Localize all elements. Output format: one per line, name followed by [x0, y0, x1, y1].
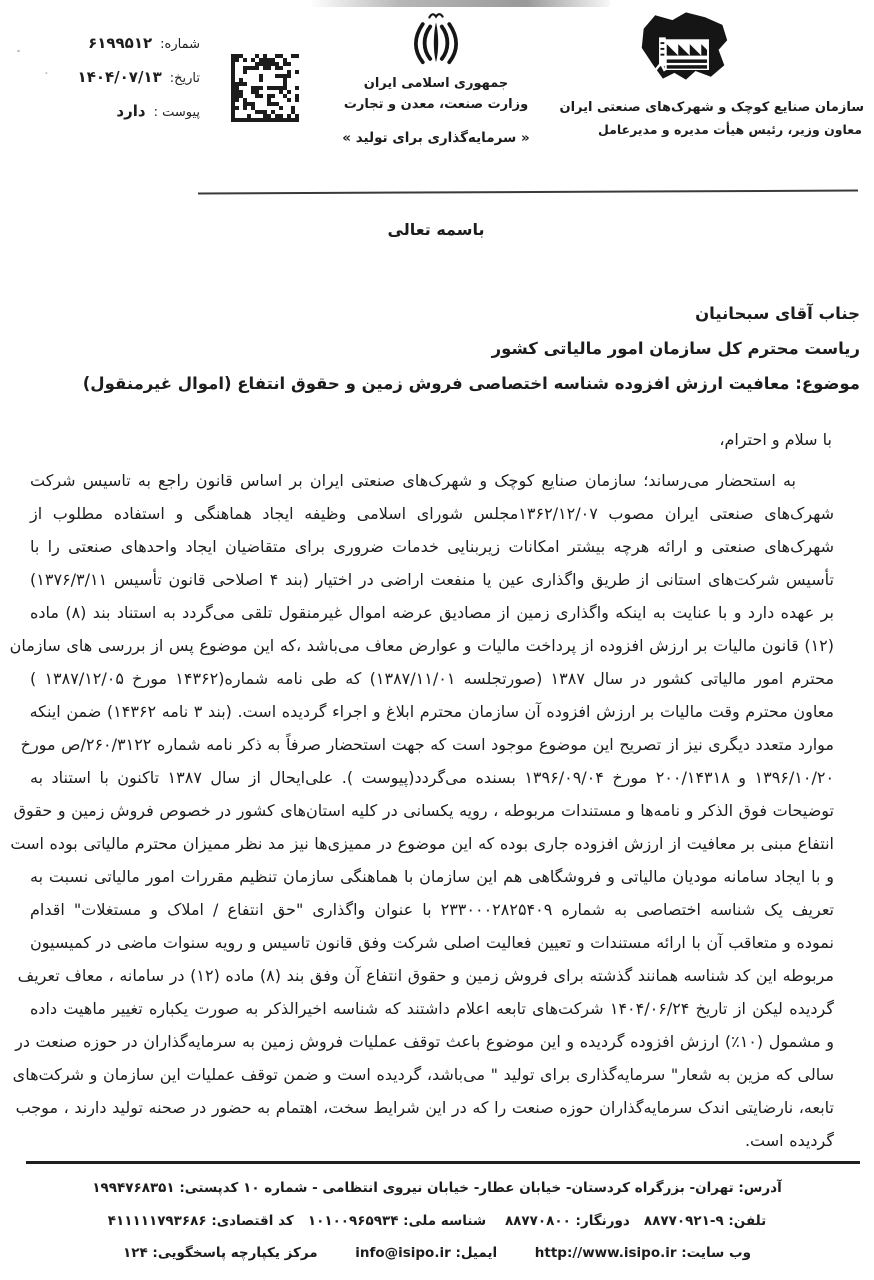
organization-header [559, 6, 864, 137]
body-line: تابعه، نارضایتی اندک سرمایه‌گذاران حوزه صنعت را که در این شرایط سخت، اهتمام به حضور در صحنه تولید دارند ، موجب [15, 1098, 834, 1117]
footer-address: آدرس: تهران- بزرگراه کردستان- خیابان عطار- خیابان نیروی انتظامی - شماره ۱۰ کدپستی: ۱۹۹۴۷۶۸۳۵۱ [92, 1180, 782, 1196]
letter-date-label: تاریخ: [169, 71, 200, 86]
isipo-logo-icon [636, 6, 732, 86]
letter-number-label: شماره: [160, 37, 200, 52]
body-line: گردیده است. [744, 1131, 834, 1150]
besmellah-heading: باسمه تعالی [387, 220, 485, 239]
body-line: نموده و متعاقب آن با ارائه مستندات و تعیین فعالیت اصلی شرکت وفق قانون تاسیس و رویه سنوات ماضی در کمیسیون [30, 933, 834, 952]
production-slogan: « سرمایه‌گذاری برای تولید » [342, 130, 530, 146]
body-line: (۱۲) قانون مالیات بر ارزش افزوده از پرداخت مالیات و عوارض معاف می‌باشد ،که این موضوع پس از بررسی های سازمان [9, 636, 834, 655]
iran-emblem-icon [411, 10, 461, 68]
letter-number-row [30, 34, 200, 52]
letterhead-footer [20, 1172, 854, 1270]
footer-divider [26, 1161, 860, 1164]
body-line: توضیحات فوق الذکر و نامه‌ها و مستندات مربوطه ، رویه یکسانی در کلیه استان‌های کشور در خصوص فروش زمین و حقوق [13, 801, 834, 820]
organization-role: معاون وزیر، رئیس هیأت مدیره و مدیرعامل [597, 122, 863, 137]
body-line: سالی که مزین به شعار" سرمایه‌گذاری برای تولید " می‌باشد، گردیده است و ضمن توقف عملیات این سازمان و شرکت‌های [12, 1065, 834, 1084]
letter-attachment-label: پیوست : [153, 105, 200, 120]
body-line: بر عهده دارد و با عنایت به اینکه واگذاری زمین از مصادیق عرضه اموال غیرمنقول تلقی می‌گردد به استناد بند (۸) ماده [30, 603, 835, 622]
body-line: شهرک‌های صنعتی ایران مصوب ۱۳۶۲/۱۲/۰۷مجلس شورای اسلامی وظیفه ایجاد هماهنگی و استفاده مطلوب از [30, 504, 834, 523]
letter-date-row [30, 68, 200, 86]
ministry-calligraphy: وزارت صنعت، معدن و تجارت [343, 97, 529, 112]
body-line: و با ایجاد سامانه مودیان مالیاتی و فروشگاهی هم این سازمان با هماهنگی سازمان تنظیم مقررات امور مالیاتی نسبت به [30, 867, 834, 886]
body-line: تأسیس شرکت‌های استانی از طریق واگذاری عین یا منفعت اراضی در اختیار (بند ۴ اصلاحی قانون تأسیس ۱۳۷۶/۳/۱۱) [30, 570, 834, 589]
salutation: با سلام و احترام، [719, 430, 832, 449]
body-line: گردیده لیکن از تاریخ ۱۴۰۴/۰۶/۲۴ شرکت‌های تابعه اعلام داشتند که شناسه اخیرالذکر به صورت یکباره تغییر ماهیت داده [30, 999, 835, 1018]
footer-phone: تلفن: ۹-۸۸۷۷۰۹۲۱ دورنگار: ۸۸۷۷۰۸۰۰ شناسه ملی: ۱۰۱۰۰۹۶۵۹۳۴ کد اقتصادی: ۴۱۱۱۱۱۷۹۳۶۸۶ [107, 1212, 767, 1229]
body-line: انتفاع مبنی بر معافیت از ارزش افزوده جاری بوده که این موضوع در ممیزی‌ها نیز مد نظر ممیزان محترم مالیاتی بوده است [10, 834, 834, 853]
body-line: به استحضار می‌رساند؛ سازمان صنایع کوچک و شهرک‌های صنعتی ایران بر اساس قانون راجع به تاسیس شرکت [30, 471, 796, 490]
subject-line: موضوع: معافیت ارزش افزوده شناسه اختصاصی فروش زمین و حقوق انتفاع (اموال غیرمنقول) [82, 374, 860, 393]
letter-date-value: ۱۴۰۴/۰۷/۱۳ [77, 68, 162, 86]
letter-attachment-value: دارد [116, 102, 146, 120]
recipient-name: جناب آقای سبحانیان [695, 304, 860, 323]
body-line: تعریف یک شناسه اختصاصی به شماره ۲۳۳۰۰۰۲۸۲۵۴۰۹ با عنوان واگذاری "حق انتفاع / املاک و مستغلات" اقدام [30, 900, 835, 919]
republic-calligraphy: جمهوری اسلامی ایران [363, 76, 509, 91]
letter-attachment-row [30, 102, 200, 120]
letter-meta-block [30, 34, 200, 136]
letter-body [9, 464, 835, 1157]
scan-artifact-smudge [310, 0, 610, 7]
barcode-image [231, 54, 299, 122]
body-line: موارد متعدد دیگری نیز از تصریح این موضوع موجود است که جهت استحضار صرفاً به ذکر نامه شماره ۲۶۰/۳۱۲۲/ص مورخ [20, 735, 834, 754]
body-line: ۱۳۹۶/۱۰/۲۰ و ۲۰۰/۱۴۳۱۸ مورخ ۱۳۹۶/۰۹/۰۴ بسنده می‌گردد(پیوست ). علی‌ایحال از سال ۱۳۸۷ تاکنون با استناد به [30, 768, 835, 787]
body-line: معاون محترم وقت مالیات بر ارزش افزوده آن سازمان محترم ابلاغ و اجراء گردیده است. (بند ۳ نامه ۱۴۳۶۲) ضمن اینکه [29, 702, 834, 721]
recipient-block [30, 296, 860, 401]
recipient-title: ریاست محترم کل سازمان امور مالیاتی کشور [491, 339, 860, 358]
body-line: محترم امور مالیاتی کشور در سال ۱۳۸۷ (صورتجلسه ۱۳۸۷/۱۱/۰۱) که طی نامه شماره(۱۴۳۶۲ مورخ ۱۳۸۷/۱۲/۰۵ ) [30, 669, 835, 688]
letter-number-value: ۶۱۹۹۵۱۲ [88, 34, 153, 52]
body-line: مربوطه این کد شناسه همانند گذشته برای فروش زمین و حقوق انتفاع آن وفق بند (۸) ماده (۱۲) در سامانه ، معاف تعریف [17, 966, 834, 985]
body-line: و مشمول (۱۰٪) ارزش افزوده گردیده و این موضوع باعث توقف عملیات فروش زمین به سرمایه‌گذاران در حوزه صنعت در [15, 1032, 834, 1051]
footer-web: وب سایت: http://www.isipo.ir ایمیل: info@isipo.ir مرکز یکپارچه پاسخگویی: ۱۲۴ [123, 1245, 751, 1261]
organization-name: سازمان صنایع کوچک و شهرک‌های صنعتی ایران [559, 100, 864, 115]
header-divider [198, 190, 858, 195]
center-header [330, 10, 542, 146]
body-line: شهرک‌های صنعتی و ارائه هرچه بیشتر امکانات زیربنایی خدمات ضروری برای متقاضیان ایجاد واحدهای صنعتی را با [30, 537, 834, 556]
